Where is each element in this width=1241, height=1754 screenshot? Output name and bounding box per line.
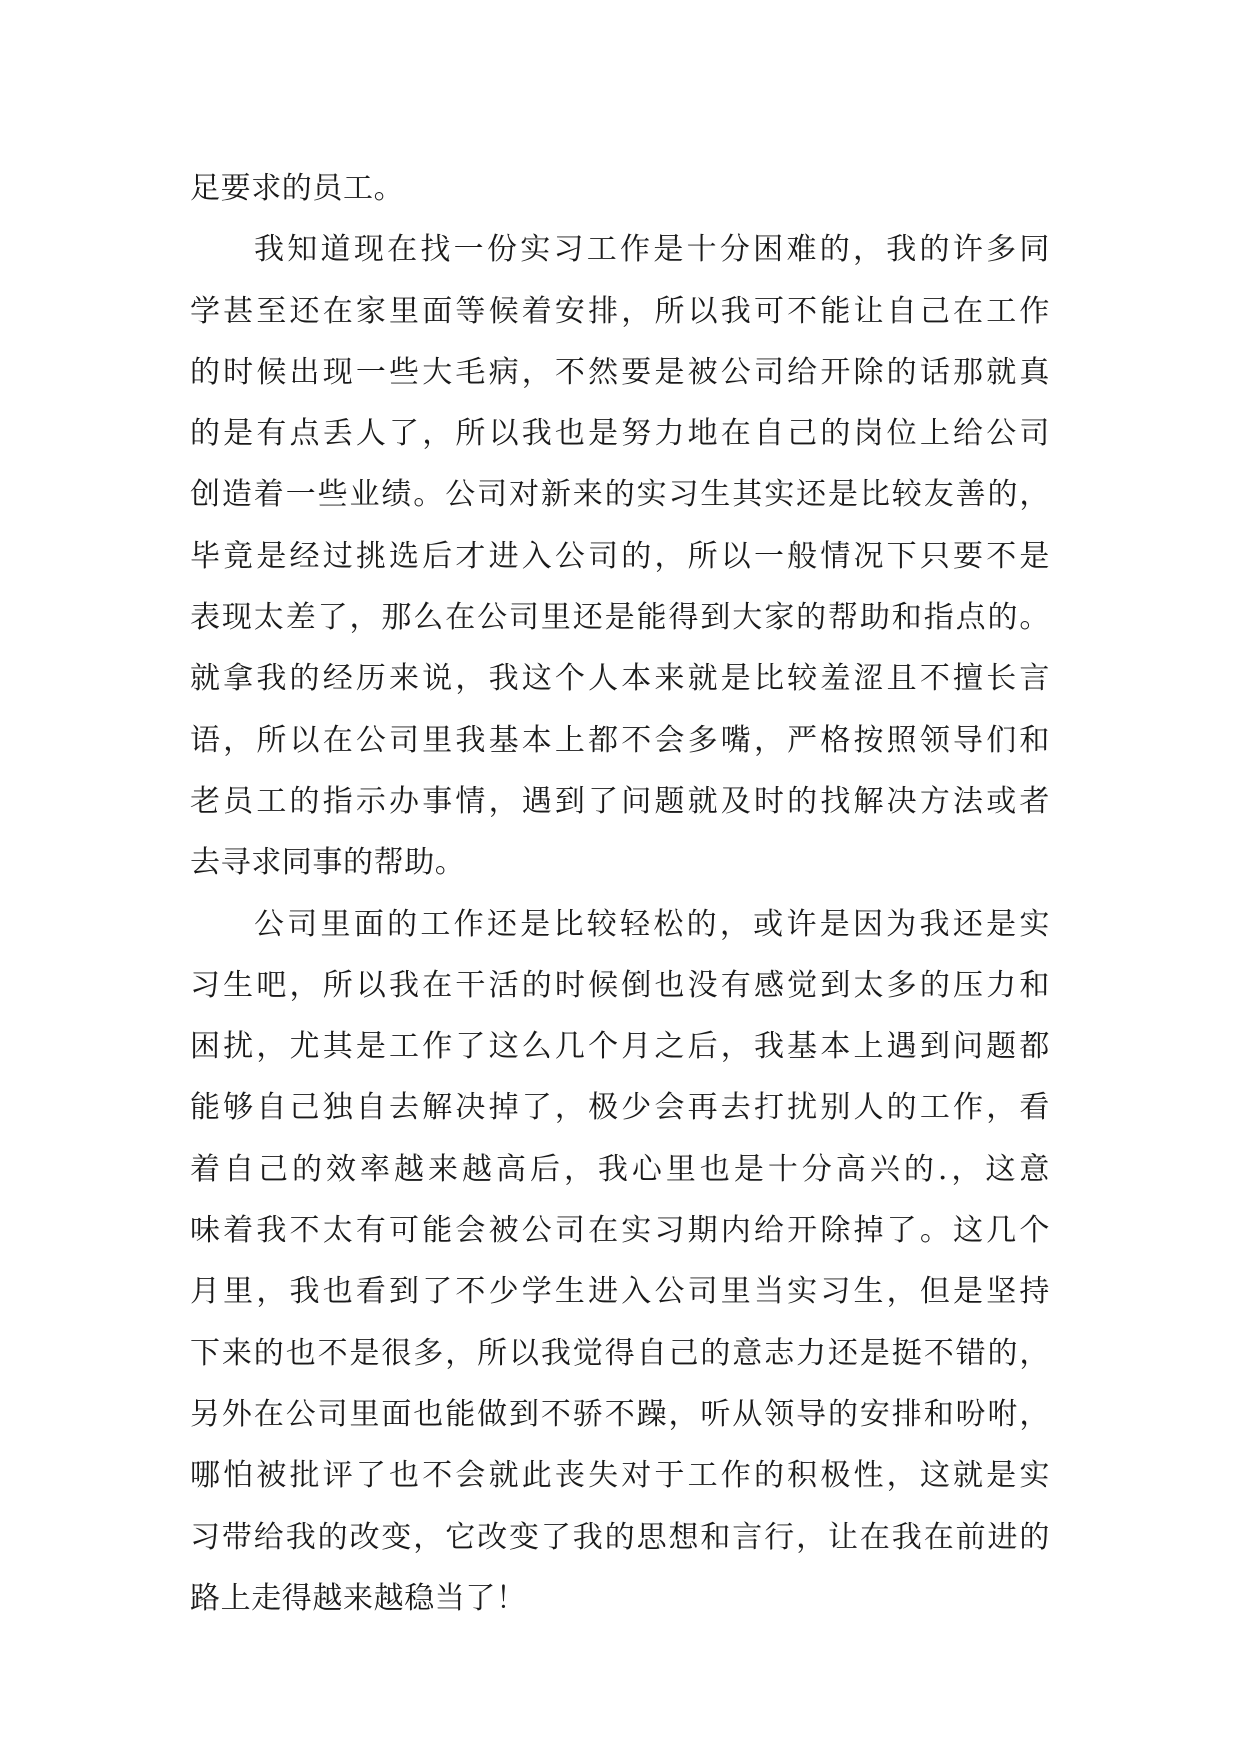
- text-line: 的是有点丢人了，所以我也是努力地在自己的岗位上给公司: [190, 416, 1050, 452]
- text-line: 毕竟是经过挑选后才进入公司的，所以一般情况下只要不是: [190, 538, 1050, 574]
- paragraph-2: [190, 219, 1050, 893]
- text-line: 我知道现在找一份实习工作是十分困难的，我的许多同: [254, 232, 1050, 268]
- text-line: 创造着一些业绩。公司对新来的实习生其实还是比较友善的，: [190, 477, 1050, 513]
- text-line: 语，所以在公司里我基本上都不会多嘴，严格按照领导们和: [190, 722, 1050, 758]
- text-line: 足要求的员工。: [190, 171, 405, 206]
- text-line: 能够自己独自去解决掉了，极少会再去打扰别人的工作，看: [190, 1090, 1050, 1126]
- text-line: 下来的也不是很多，所以我觉得自己的意志力还是挺不错的，: [190, 1335, 1050, 1371]
- body-text: [190, 158, 1050, 1629]
- text-line: 去寻求同事的帮助。: [190, 845, 466, 881]
- text-line: 老员工的指示办事情，遇到了问题就及时的找解决方法或者: [190, 783, 1050, 819]
- text-line: 哪怕被批评了也不会就此丧失对于工作的积极性，这就是实: [190, 1458, 1050, 1494]
- text-line: 另外在公司里面也能做到不骄不躁，听从领导的安排和吩咐，: [190, 1396, 1050, 1432]
- text-line: 表现太差了，那么在公司里还是能得到大家的帮助和指点的。: [190, 600, 1050, 636]
- paragraph-1: [190, 158, 1050, 219]
- paragraph-3: [190, 894, 1050, 1630]
- text-line: 月里，我也看到了不少学生进入公司里当实习生，但是坚持: [190, 1274, 1050, 1310]
- text-line: 习生吧，所以我在干活的时候倒也没有感觉到太多的压力和: [190, 967, 1050, 1003]
- text-line: 就拿我的经历来说，我这个人本来就是比较羞涩且不擅长言: [190, 661, 1050, 697]
- text-line: 困扰，尤其是工作了这么几个月之后，我基本上遇到问题都: [190, 1029, 1050, 1065]
- text-line: 学甚至还在家里面等候着安排，所以我可不能让自己在工作: [190, 293, 1050, 329]
- text-line: 习带给我的改变，它改变了我的思想和言行，让在我在前进的: [190, 1519, 1050, 1555]
- text-line: 的时候出现一些大毛病，不然要是被公司给开除的话那就真: [190, 354, 1050, 390]
- text-line: 路上走得越来越稳当了！: [190, 1580, 527, 1616]
- text-line: 味着我不太有可能会被公司在实习期内给开除掉了。这几个: [190, 1213, 1050, 1249]
- text-line: 着自己的效率越来越高后，我心里也是十分高兴的.，这意: [190, 1151, 1050, 1187]
- text-line: 公司里面的工作还是比较轻松的，或许是因为我还是实: [254, 906, 1050, 942]
